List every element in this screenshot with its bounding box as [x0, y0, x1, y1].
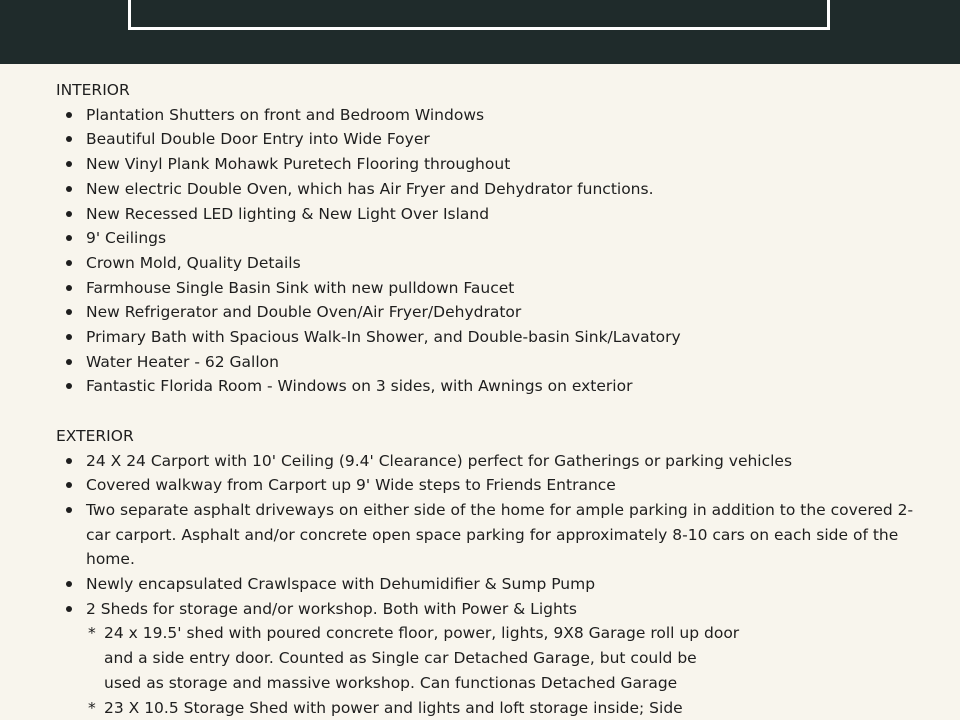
exterior-heading: EXTERIOR	[56, 426, 134, 445]
list-item: New Refrigerator and Double Oven/Air Fryer/Dehydrator	[56, 300, 936, 325]
asterisk-marker: *	[88, 698, 96, 717]
list-item: Primary Bath with Spacious Walk-In Shower, and Double-basin Sink/Lavatory	[56, 325, 936, 350]
list-item: 2 Sheds for storage and/or workshop. Both with Power & Lights	[56, 597, 936, 622]
title-frame	[128, 0, 830, 30]
shed-note-large	[56, 621, 936, 695]
interior-heading: INTERIOR	[56, 81, 130, 99]
list-item: 24 X 24 Carport with 10' Ceiling (9.4' Clearance) perfect for Gatherings or parking vehicles	[56, 449, 936, 474]
list-item: New Vinyl Plank Mohawk Puretech Flooring throughout	[56, 152, 936, 177]
list-item: New electric Double Oven, which has Air Fryer and Dehydrator functions.	[56, 177, 936, 202]
list-item: Fantastic Florida Room - Windows on 3 sides, with Awnings on exterior	[56, 374, 936, 399]
list-item: Plantation Shutters on front and Bedroom Windows	[56, 103, 936, 128]
interior-list	[56, 103, 936, 399]
list-item: Covered walkway from Carport up 9' Wide steps to Friends Entrance	[56, 473, 936, 498]
list-item: New Recessed LED lighting & New Light Over Island	[56, 202, 936, 227]
note-line: used as storage and massive workshop. Can functionas Detached Garage	[104, 673, 678, 692]
note-line: and a side entry door. Counted as Single car Detached Garage, but could be	[104, 649, 697, 668]
header-banner	[0, 0, 960, 64]
list-item: 9' Ceilings	[56, 226, 936, 251]
list-item: Newly encapsulated Crawlspace with Dehumidifier & Sump Pump	[56, 572, 936, 597]
list-item: Crown Mold, Quality Details	[56, 251, 936, 276]
section-spacer	[56, 399, 936, 424]
note-line: 23 X 10.5 Storage Shed with power and lights and loft storage inside; Side	[104, 698, 683, 717]
list-item: Beautiful Double Door Entry into Wide Foyer	[56, 127, 936, 152]
listing-details	[56, 78, 936, 720]
list-item: Farmhouse Single Basin Sink with new pulldown Faucet	[56, 276, 936, 301]
shed-note-small	[56, 696, 936, 720]
list-item: Two separate asphalt driveways on either side of the home for ample parking in addition to the covered 2-car carport. Asphalt and/or concrete open space parking for approximately 8-10 cars on each side of the home.	[56, 498, 936, 572]
asterisk-marker: *	[88, 624, 96, 643]
note-line: 24 x 19.5' shed with poured concrete floor, power, lights, 9X8 Garage roll up door	[104, 624, 740, 643]
exterior-list	[56, 449, 936, 622]
list-item: Water Heater - 62 Gallon	[56, 350, 936, 375]
